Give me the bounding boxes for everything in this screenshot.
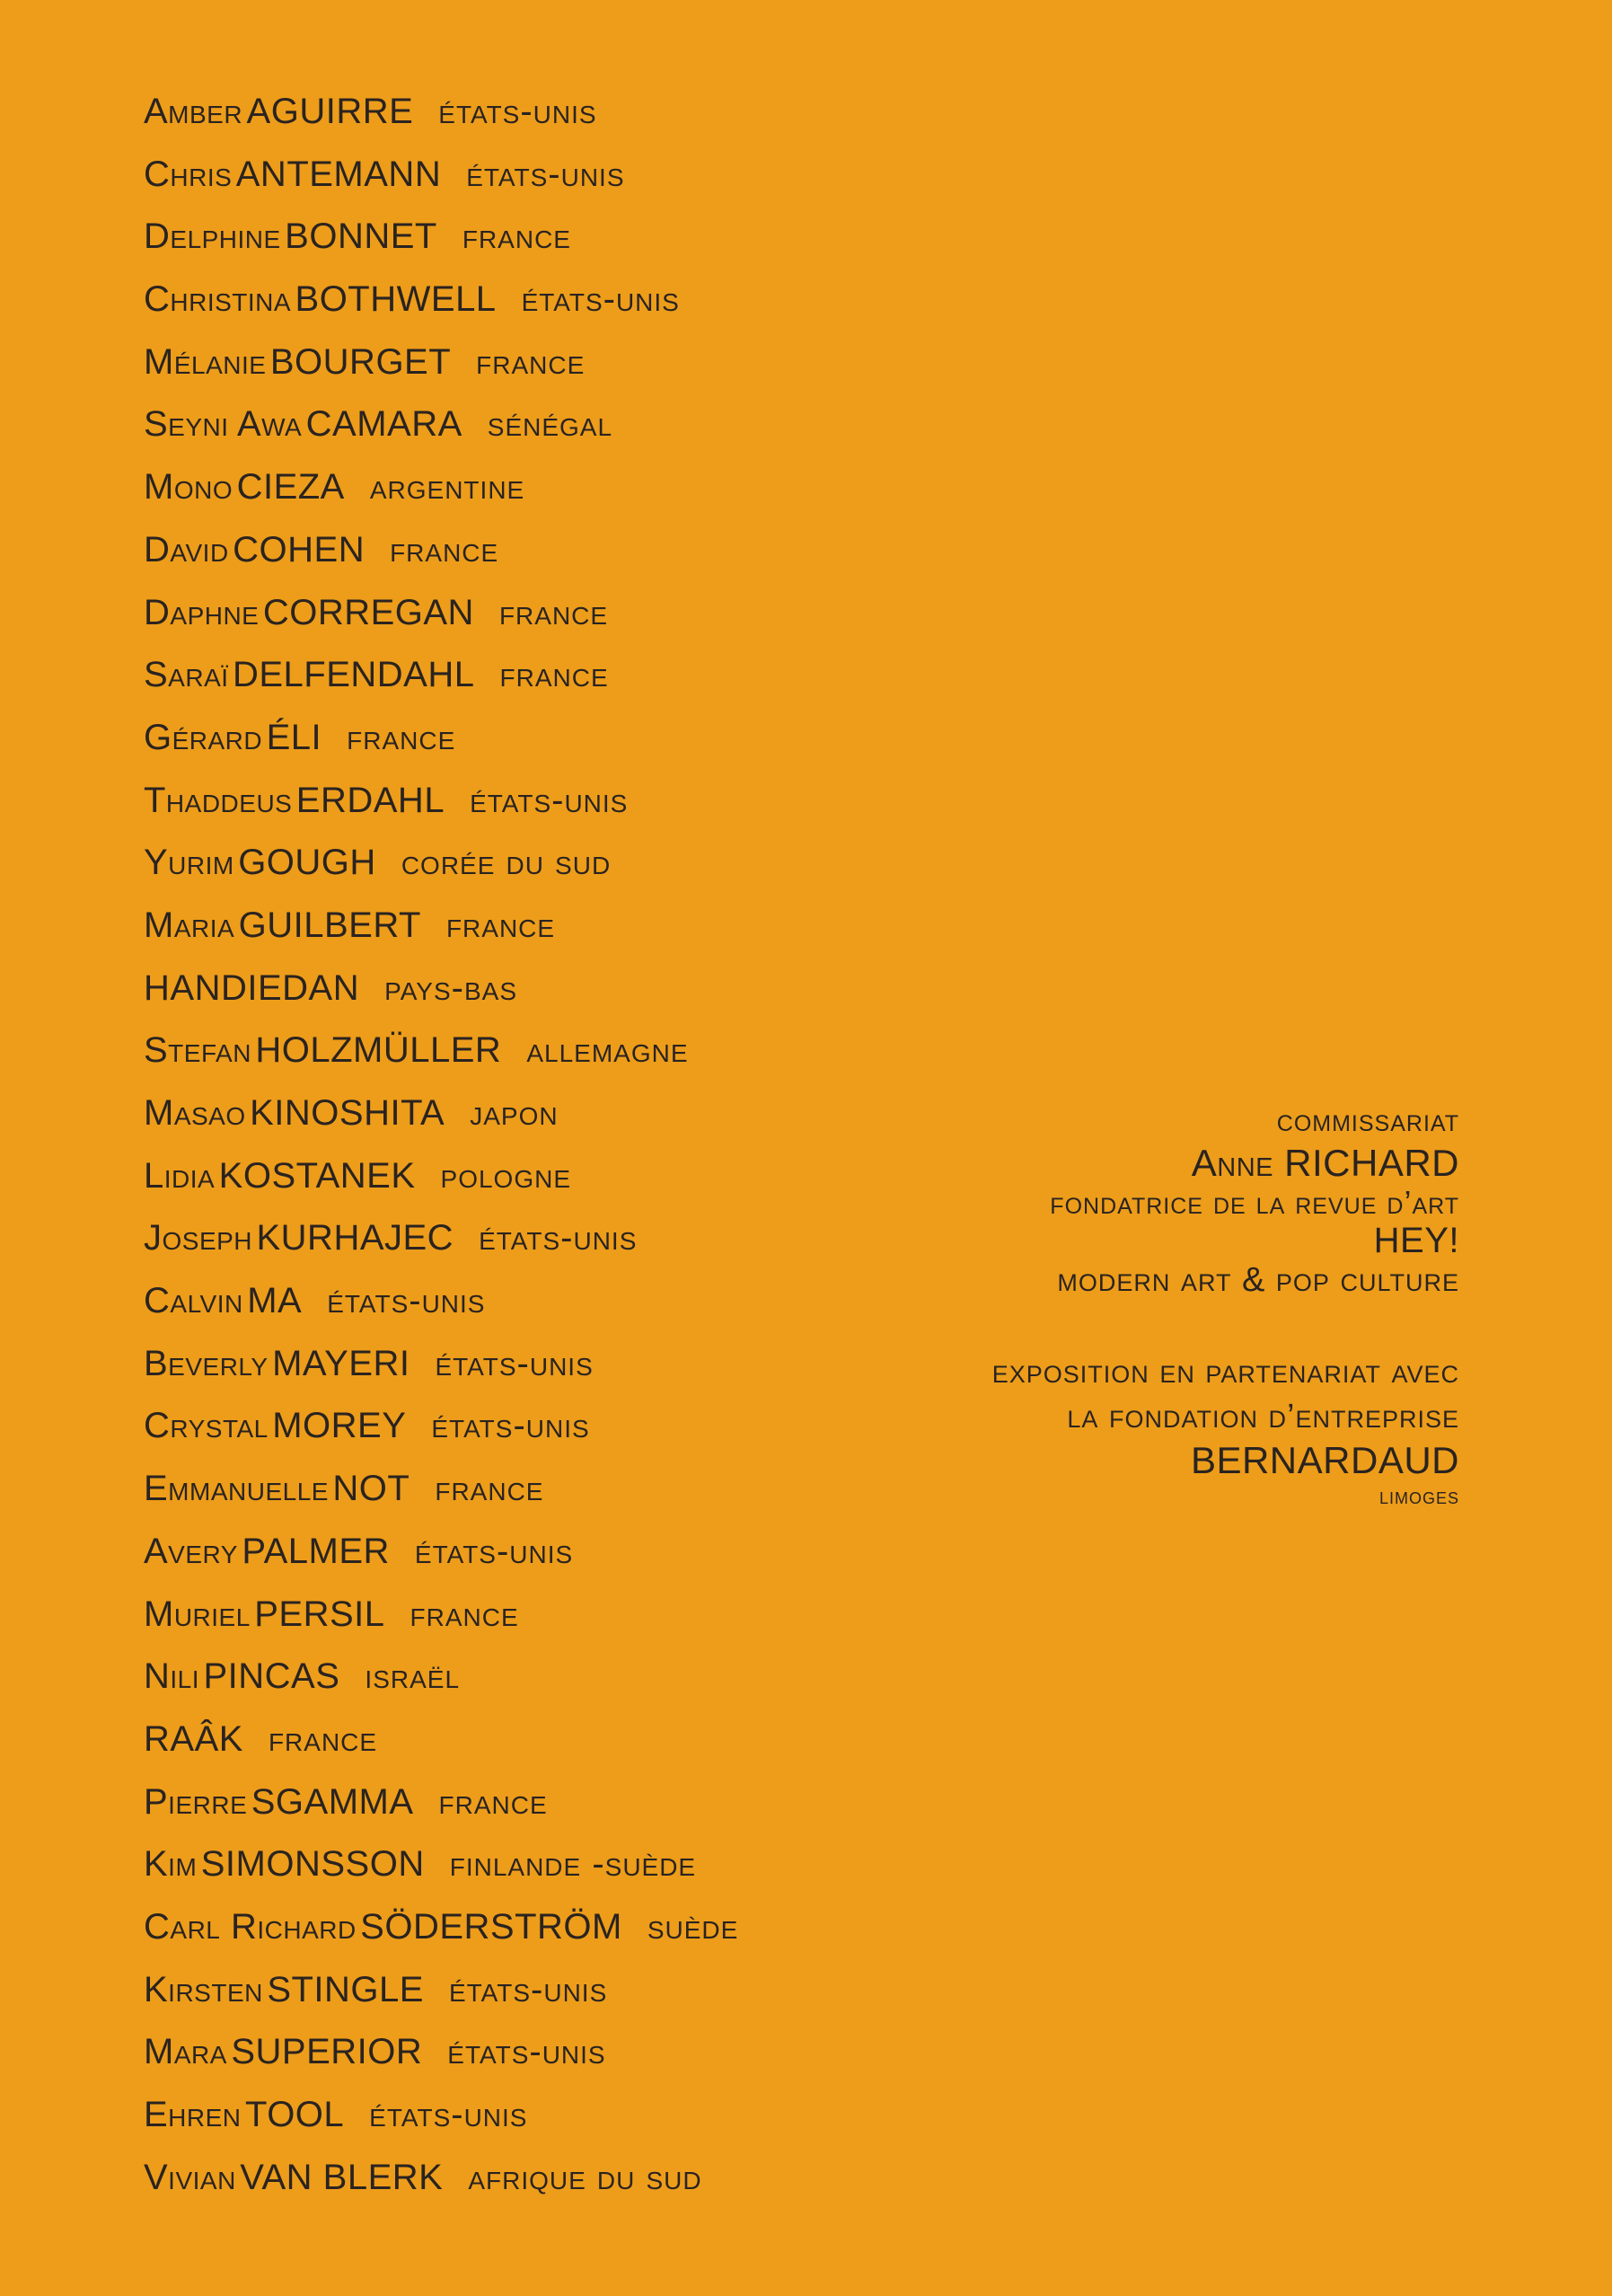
artist-row	[144, 1714, 738, 1777]
artist-country: états-unis	[470, 780, 629, 820]
artist-first-name: Mélanie	[144, 341, 267, 382]
artist-last-name: CORREGAN	[262, 592, 474, 632]
artist-last-name: MOREY	[272, 1406, 407, 1446]
artist-row	[144, 1025, 738, 1088]
artist-first-name: Maria	[144, 905, 235, 945]
artist-first-name: Nili	[144, 1656, 200, 1697]
curator-last-name: RICHARD	[1284, 1142, 1459, 1184]
artist-last-name: ERDAHL	[295, 780, 445, 820]
artist-country: france	[462, 216, 571, 257]
artist-first-name: Delphine	[144, 216, 281, 257]
artist-last-name: ANTEMANN	[235, 154, 442, 194]
artist-first-name: Amber	[144, 92, 243, 131]
artist-last-name: TOOL	[244, 2095, 345, 2134]
artist-country: israël	[365, 1656, 461, 1697]
artist-first-name: Stefan	[144, 1030, 251, 1071]
artist-row	[144, 1965, 738, 2027]
artist-row	[144, 2152, 738, 2215]
artist-country: france	[499, 655, 609, 695]
artist-country: suède	[647, 1906, 739, 1947]
artist-country: états-unis	[466, 154, 625, 194]
artist-country: argentine	[369, 467, 525, 508]
artist-last-name: SGAMMA	[251, 1781, 414, 1822]
artist-country: allemagne	[526, 1030, 689, 1071]
artist-row	[144, 712, 738, 775]
artist-country: france	[445, 905, 556, 945]
artist-country: états-unis	[448, 1969, 608, 2009]
artist-last-name: BOURGET	[269, 341, 452, 382]
artist-first-name: Seyni Awa	[144, 404, 303, 445]
artist-first-name: Ehren	[144, 2095, 242, 2134]
artist-first-name: Thaddeus	[144, 780, 293, 820]
artist-country: france	[268, 1718, 378, 1759]
curator-first-name: Anne	[1191, 1142, 1273, 1184]
artist-first-name: Kirsten	[144, 1969, 263, 2009]
artist-first-name: Emmanuelle	[144, 1469, 329, 1509]
artist-country: france	[347, 717, 456, 757]
artist-first-name: Beverly	[144, 1343, 269, 1383]
curation-label: commissariat	[1276, 1101, 1459, 1138]
artist-first-name: Kim	[144, 1844, 198, 1885]
artist-row	[144, 211, 738, 274]
artist-last-name: SÖDERSTRÖM	[360, 1906, 622, 1947]
artist-last-name: GOUGH	[238, 843, 376, 883]
artist-last-name: BOTHWELL	[295, 279, 497, 320]
artist-country: france	[438, 1781, 548, 1822]
artist-last-name: ÉLI	[266, 717, 322, 757]
partner-city: limoges	[1379, 1482, 1459, 1509]
curator-role: fondatrice de la revue d’art	[1050, 1184, 1459, 1221]
artist-first-name: Pierre	[144, 1781, 248, 1822]
artist-last-name: CIEZA	[236, 467, 345, 508]
artist-country: états-unis	[369, 2095, 528, 2134]
artist-last-name: HANDIEDAN	[144, 967, 360, 1008]
artist-first-name: Crystal	[144, 1406, 269, 1446]
magazine-tagline: modern art & pop culture	[1057, 1261, 1459, 1299]
artist-last-name: PERSIL	[254, 1594, 385, 1634]
artist-first-name: Chris	[144, 154, 233, 194]
artist-country: france	[410, 1594, 519, 1634]
artist-row	[144, 1902, 738, 1965]
artist-first-name: Muriel	[144, 1594, 251, 1634]
credits-block	[831, 1099, 1459, 1509]
artist-country: france	[498, 592, 609, 632]
artist-last-name: HOLZMÜLLER	[255, 1030, 502, 1071]
partnership-line-2: la fondation d’entreprise	[1067, 1398, 1459, 1435]
partnership-line-1: exposition en partenariat avec	[991, 1353, 1459, 1391]
artist-first-name: Saraï	[144, 655, 229, 695]
artist-first-name: Gérard	[144, 717, 263, 757]
artist-last-name: AGUIRRE	[246, 92, 414, 131]
artist-row	[144, 587, 738, 650]
artist-last-name: MAYERI	[272, 1343, 410, 1383]
artist-row	[144, 337, 738, 400]
artist-country: pays-bas	[384, 967, 517, 1008]
artist-row	[144, 2027, 738, 2089]
artist-row	[144, 1088, 738, 1151]
artist-country: états-unis	[479, 1218, 638, 1258]
artist-country: états-unis	[438, 92, 597, 131]
artist-country: france	[476, 341, 586, 382]
artist-first-name: Vivian	[144, 2157, 236, 2197]
artist-first-name: Carl Richard	[144, 1906, 357, 1947]
spacer	[831, 1299, 1459, 1349]
artist-row	[144, 837, 738, 900]
artist-row	[144, 1651, 738, 1714]
artist-last-name: STINGLE	[267, 1969, 424, 2009]
partner-name: BERNARDAUD	[1190, 1439, 1459, 1481]
artist-last-name: KINOSHITA	[250, 1093, 445, 1133]
artist-last-name: SUPERIOR	[231, 2032, 423, 2072]
artist-row	[144, 649, 738, 712]
artist-row	[144, 1777, 738, 1840]
artist-row	[144, 149, 738, 212]
artist-row	[144, 274, 738, 337]
artist-last-name: GUILBERT	[238, 905, 421, 945]
artist-last-name: BONNET	[285, 216, 437, 257]
artist-last-name: CAMARA	[305, 404, 462, 445]
artist-first-name: Christina	[144, 279, 292, 320]
artist-row	[144, 775, 738, 838]
artist-last-name: COHEN	[233, 529, 366, 570]
artist-country: france	[435, 1469, 544, 1509]
artist-country: états-unis	[431, 1406, 590, 1446]
artist-row	[144, 1526, 738, 1589]
artist-last-name: SIMONSSON	[200, 1844, 425, 1885]
artist-country: afrique du sud	[468, 2157, 702, 2197]
artist-row	[144, 1463, 738, 1526]
artist-last-name: VAN BLERK	[240, 2157, 444, 2197]
artist-last-name: PALMER	[242, 1531, 390, 1571]
artist-country: corée du sud	[401, 843, 612, 883]
artist-row	[144, 1338, 738, 1401]
artist-row	[144, 963, 738, 1026]
artist-row	[144, 1589, 738, 1652]
artist-country: sénégal	[487, 404, 613, 445]
artist-last-name: NOT	[332, 1469, 410, 1509]
artist-first-name: Calvin	[144, 1281, 243, 1321]
artist-row	[144, 1276, 738, 1338]
artist-country: états-unis	[435, 1343, 594, 1383]
artist-row	[144, 1839, 738, 1902]
artist-row	[144, 525, 738, 587]
artist-first-name: Daphne	[144, 592, 260, 632]
artist-first-name: Joseph	[144, 1218, 253, 1258]
artist-row	[144, 1151, 738, 1214]
artist-first-name: Masao	[144, 1093, 246, 1133]
artist-country: pologne	[440, 1155, 572, 1196]
artist-country: japon	[470, 1093, 559, 1133]
artist-row	[144, 86, 738, 149]
artist-first-name: Mono	[144, 467, 233, 508]
artist-row	[144, 1400, 738, 1463]
artist-last-name: RAÂK	[144, 1718, 243, 1759]
artist-country: états-unis	[447, 2032, 606, 2072]
artist-country: finlande -suède	[449, 1844, 697, 1885]
artist-row	[144, 1213, 738, 1276]
artist-country: états-unis	[327, 1281, 486, 1321]
artist-row	[144, 462, 738, 525]
artist-country: france	[390, 529, 499, 570]
artist-row	[144, 399, 738, 462]
artist-last-name: KOSTANEK	[218, 1155, 416, 1196]
artist-last-name: PINCAS	[203, 1656, 340, 1697]
magazine-name: HEY!	[1373, 1221, 1459, 1260]
artist-last-name: MA	[247, 1281, 303, 1321]
artist-country: états-unis	[521, 279, 680, 320]
artist-first-name: Yurim	[144, 843, 234, 883]
artist-last-name: DELFENDAHL	[232, 655, 475, 695]
artist-first-name: Lidia	[144, 1155, 216, 1196]
artist-last-name: KURHAJEC	[256, 1218, 454, 1258]
artist-row	[144, 2089, 738, 2152]
curator-name	[831, 1141, 1459, 1186]
artist-list	[144, 86, 738, 2214]
artist-first-name: David	[144, 529, 229, 570]
artist-country: états-unis	[414, 1531, 574, 1571]
artist-first-name: Avery	[144, 1531, 238, 1571]
artist-first-name: Mara	[144, 2032, 227, 2072]
artist-row	[144, 900, 738, 963]
